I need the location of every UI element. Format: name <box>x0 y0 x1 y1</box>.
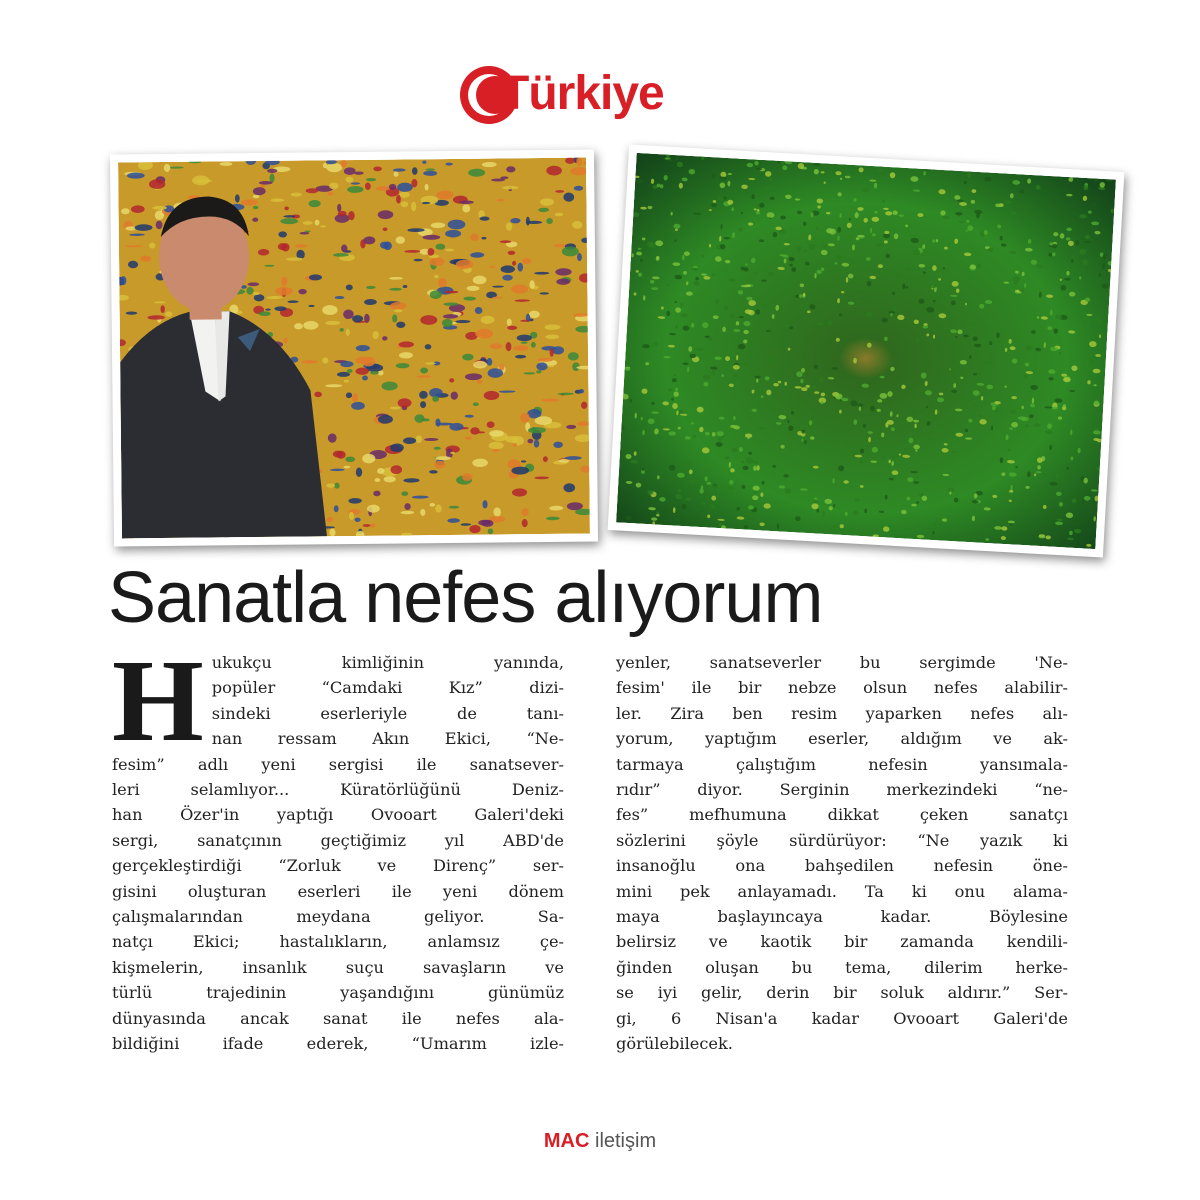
article-line: mini pek anlayamadı. Ta ki onu alama- <box>616 881 1068 901</box>
article-line: han Özer'in yaptığı Ovooart Galeri'deki <box>112 805 564 825</box>
logo-text: Türkiye <box>500 67 664 120</box>
green-painting-image <box>616 153 1116 549</box>
article-line: çalışmalarından meydana geliyor. Sa- <box>112 907 564 927</box>
article-line: se iyi gelir, derin bir soluk aldırır.” Ser- <box>616 983 1068 1003</box>
article-line: bildiğini ifade ederek, “Umarım izle- <box>112 1034 564 1054</box>
article-line: popüler “Camdaki Kız” dizi- <box>211 678 564 698</box>
article-line: insanoğlu ona bahşedilen nefesin öne- <box>616 856 1068 876</box>
article-line: belirsiz ve kaotik bir zamanda kendili- <box>616 932 1068 952</box>
article-line: fesim' ile bir nebze olsun nefes alabilir- <box>616 678 1068 698</box>
article-line: ler. Zira ben resim yaparken nefes alı- <box>616 703 1068 723</box>
article-line: gi, 6 Nisan'a kadar Ovooart Galeri'de <box>616 1008 1068 1028</box>
painting-photo <box>608 144 1125 557</box>
article-line: nan ressam Akın Ekici, “Ne- <box>211 729 564 749</box>
article-line: görülebilecek. <box>616 1034 733 1054</box>
article-line: sözlerini şöyle sürdürüyor: “Ne yazık ki <box>616 830 1068 850</box>
article-line: fesim” adlı yeni sergisi ile sanatsever- <box>112 754 564 774</box>
article-line: türlü trajedinin yaşandığını günümüz <box>112 983 564 1003</box>
article-line: kişmelerin, insanlık suçu savaşların ve <box>112 957 564 977</box>
headline: Sanatla nefes alıyorum <box>108 558 823 638</box>
article-line: fes” mefhumuna dikkat çeken sanatçı <box>616 805 1068 825</box>
article-line: tarmaya çalıştığım nefesin yansımala- <box>616 754 1068 774</box>
article-line: dünyasında ancak sanat ile nefes ala- <box>112 1008 564 1028</box>
article-line: gerçekleştirdiği “Zorluk ve Direnç” ser- <box>112 856 564 876</box>
article-line: natçı Ekici; hastalıkların, anlamsız çe- <box>112 932 564 952</box>
drop-cap: H <box>112 635 204 766</box>
article-line: sindeki eserleriyle de tanı- <box>211 703 564 723</box>
footer-credit <box>0 1130 1200 1153</box>
article-column-right <box>616 650 1068 1057</box>
article-line: ukukçu kimliğinin yanında, <box>211 653 564 672</box>
article-line: rıdır” diyor. Serginin merkezindeki “ne- <box>616 780 1068 800</box>
article-line: yenler, sanatseverler bu sergimde 'Ne- <box>616 653 1068 672</box>
artist-photo <box>110 149 598 546</box>
article-line: maya başlayıncaya kadar. Böylesine <box>616 907 1068 927</box>
footer-brand-rest: iletişim <box>589 1130 657 1152</box>
article-line: gisini oluşturan eserleri ile yeni dönem <box>112 881 564 901</box>
article-line: ğinden oluşan bu tema, dilerim herke- <box>616 957 1068 977</box>
article-line: leri selamlıyor... Küratörlüğünü Deniz- <box>112 780 564 800</box>
footer-brand: MAC <box>543 1130 590 1152</box>
artist-painting-image <box>118 158 590 539</box>
article-line: yorum, yaptığım eserler, aldığım ve ak- <box>616 729 1068 749</box>
turkiye-logo <box>460 62 710 126</box>
article-line: sergi, sanatçının geçtiğimiz yıl ABD'de <box>112 830 564 850</box>
article-column-left <box>112 635 564 1057</box>
